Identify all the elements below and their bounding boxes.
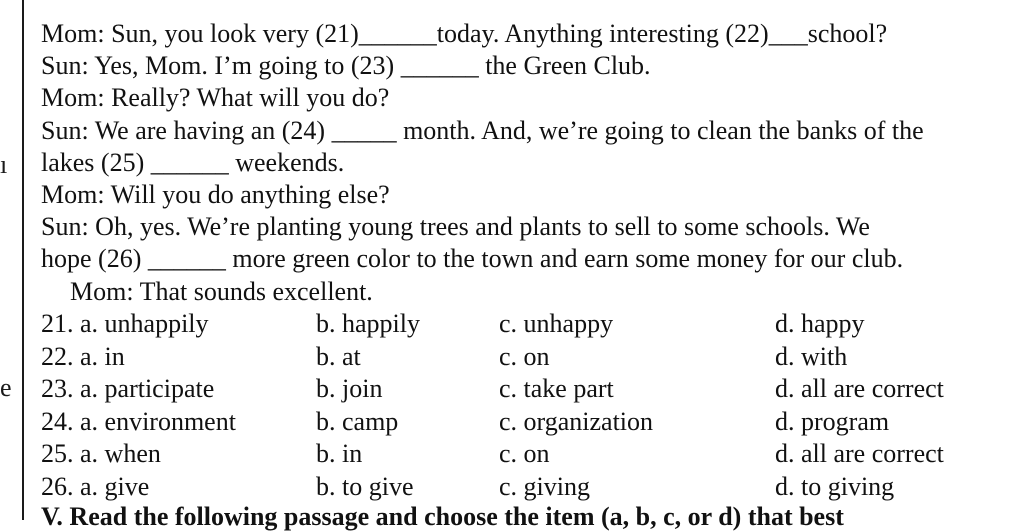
dialog-line: lakes (25) ______ weekends. [41,147,345,177]
section-heading: V. Read the following passage and choose the item (a, b, c, or d) that best [41,502,844,531]
option-c: c. giving [499,471,590,501]
option-c: c. take part [499,374,614,404]
option-b: b. join [316,374,383,404]
margin-rule [22,0,24,520]
margin-mark-1: ı [0,150,8,179]
dialog-line: Mom: Really? What will you do? [41,83,390,113]
option-d: d. to giving [775,471,895,501]
dialog-line: Mom: Will you do anything else? [41,179,390,209]
option-a: 24. a. environment [41,406,236,436]
dialog-line: Sun: Yes, Mom. I’m going to (23) ______ the Green Club. [41,51,651,81]
option-a: 22. a. in [41,341,125,371]
margin-mark-2: e [0,373,12,402]
dialogue-passage [41,18,1016,308]
option-c: c. unhappy [499,309,614,338]
option-b: b. camp [316,406,399,436]
option-b: b. to give [316,471,414,501]
option-a: 25. a. when [41,439,161,469]
option-b: b. happily [316,309,420,338]
question-row-22 [41,341,1016,374]
option-d: d. all are correct [775,374,944,404]
option-d: d. program [775,406,890,436]
option-b: b. in [316,439,363,469]
option-c: c. on [499,439,550,469]
option-c: c. organization [499,406,654,436]
option-d: d. with [775,341,848,371]
option-c: c. on [499,341,550,371]
option-a: 23. a. participate [41,374,215,404]
question-row-23 [41,373,1016,406]
option-d: d. all are correct [775,439,944,469]
answer-options [41,308,1016,504]
dialog-line: Sun: We are having an (24) _____ month. And, we’re going to clean the banks of the [41,115,924,145]
question-row-25 [41,438,1016,471]
option-d: d. happy [775,309,865,338]
question-row-24 [41,406,1016,439]
option-b: b. at [316,341,361,371]
dialog-line: hope (26) ______ more green color to the town and earn some money for our club. [41,244,904,274]
option-a: 21. a. unhappily [41,309,209,338]
option-a: 26. a. give [41,471,150,501]
question-row-21 [41,308,1016,341]
question-row-26 [41,471,1016,504]
dialog-line: Sun: Oh, yes. We’re planting young trees and plants to sell to some schools. We [41,212,870,242]
dialog-line: Mom: That sounds excellent. [70,276,373,306]
dialog-line: Mom: Sun, you look very (21)______today. Anything interesting (22)___school? [41,19,888,48]
